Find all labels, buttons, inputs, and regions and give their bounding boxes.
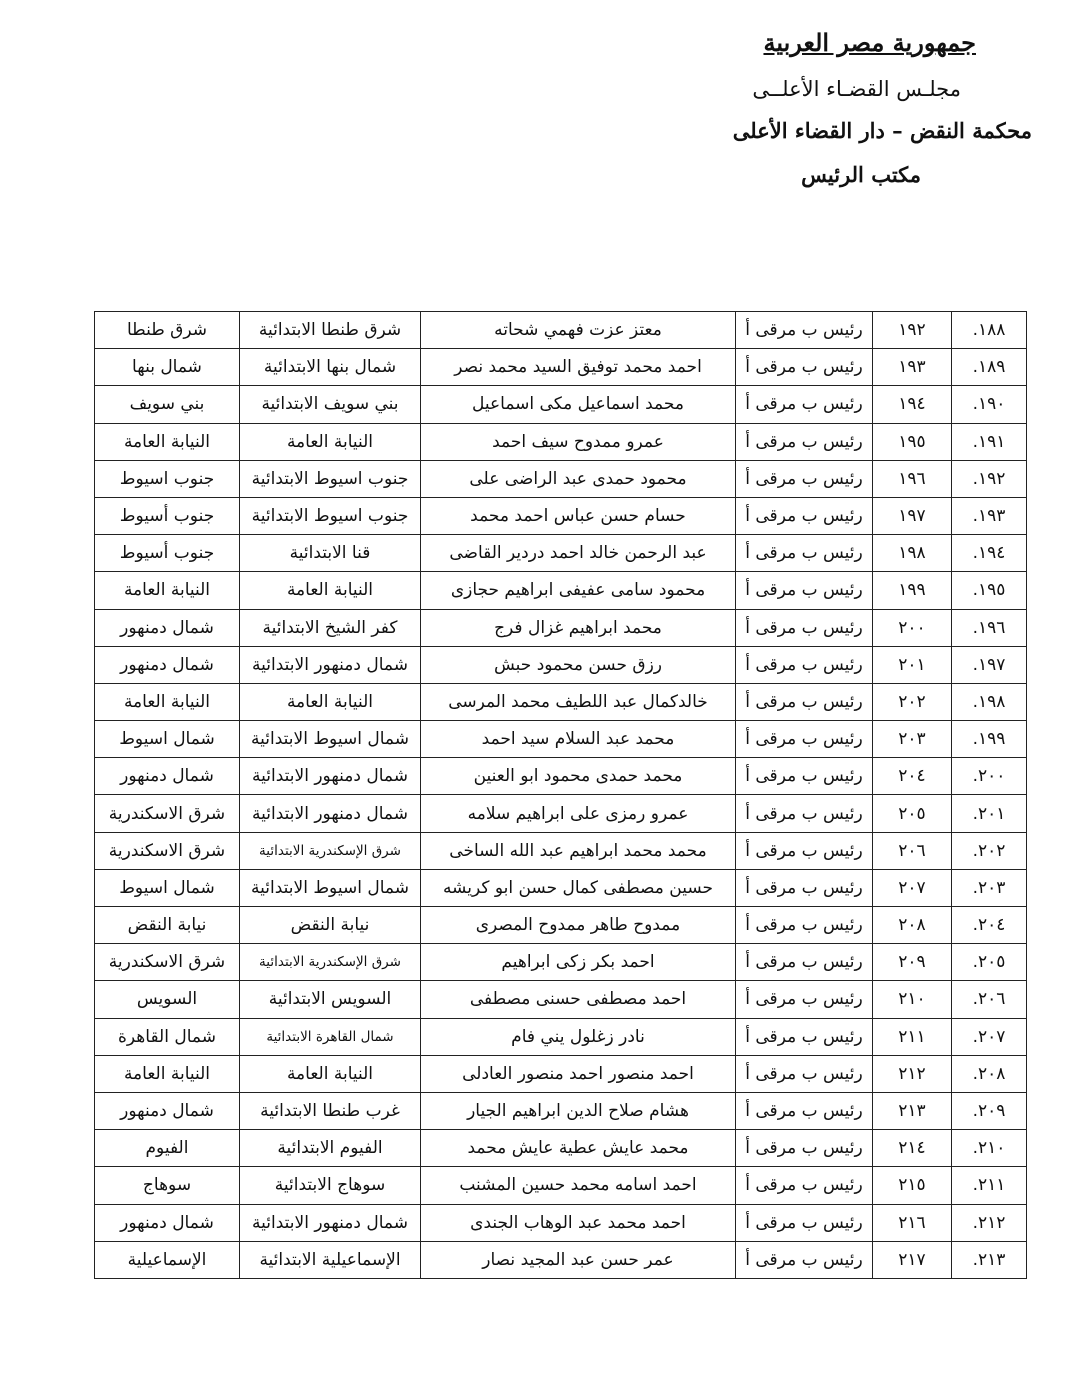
cell-grade: رئيس ب مرقى أ [736,795,873,832]
cell-region: شرق الاسكندرية [95,944,240,981]
cell-grade: رئيس ب مرقى أ [736,944,873,981]
table-row [95,721,1027,758]
cell-region: النيابة العامة [95,1055,240,1092]
table-row [95,1055,1027,1092]
cell-number: ٢١٠ [873,981,952,1018]
cell-sequence: ١٩٢. [952,460,1027,497]
cell-number: ١٩٥ [873,423,952,460]
cell-sequence: ٢٠١. [952,795,1027,832]
cell-grade: رئيس ب مرقى أ [736,907,873,944]
table-row [95,1241,1027,1278]
cell-court: شمال القاهرة الابتدائية [240,1018,421,1055]
cell-grade: رئيس ب مرقى أ [736,683,873,720]
table-row [95,460,1027,497]
cell-court: كفر الشيخ الابتدائية [240,609,421,646]
cell-court: غرب طنطا الابتدائية [240,1092,421,1129]
judges-table [94,311,1027,1279]
cell-grade: رئيس ب مرقى أ [736,497,873,534]
cell-sequence: ٢١٢. [952,1204,1027,1241]
table-row [95,869,1027,906]
cell-grade: رئيس ب مرقى أ [736,721,873,758]
cell-sequence: ٢٠٧. [952,1018,1027,1055]
table-row [95,609,1027,646]
cell-sequence: ٢١٣. [952,1241,1027,1278]
table-row [95,1130,1027,1167]
cell-court: شمال دمنهور الابتدائية [240,1204,421,1241]
cell-court: الإسماعيلية الابتدائية [240,1241,421,1278]
cell-number: ٢٠٦ [873,832,952,869]
cell-grade: رئيس ب مرقى أ [736,832,873,869]
cell-region: نيابة النقض [95,907,240,944]
table-row [95,497,1027,534]
table-row [95,832,1027,869]
cell-region: جنوب اسيوط [95,460,240,497]
cell-court: سوهاج الابتدائية [240,1167,421,1204]
cell-judge-name: محمود حمدى عبد الراضى على [421,460,736,497]
cell-region: شرق الاسكندرية [95,832,240,869]
cell-region: شمال القاهرة [95,1018,240,1055]
cell-judge-name: محمود سامى عفيفى ابراهيم حجازى [421,572,736,609]
cell-court: شمال بنها الابتدائية [240,349,421,386]
cell-region: شمال دمنهور [95,609,240,646]
cell-judge-name: حسين مصطفى كمال حسن ابو كريشه [421,869,736,906]
cell-grade: رئيس ب مرقى أ [736,386,873,423]
letterhead [596,28,1032,187]
cell-grade: رئيس ب مرقى أ [736,1055,873,1092]
cell-number: ٢٠٠ [873,609,952,646]
cell-court: نيابة النقض [240,907,421,944]
cell-court: جنوب اسيوط الابتدائية [240,460,421,497]
table-row [95,423,1027,460]
cell-judge-name: محمد اسماعيل مكى اسماعيل [421,386,736,423]
cell-region: جنوب أسيوط [95,535,240,572]
cell-number: ٢٠٢ [873,683,952,720]
cell-region: سوهاج [95,1167,240,1204]
cell-court: شمال اسيوط الابتدائية [240,721,421,758]
cell-grade: رئيس ب مرقى أ [736,609,873,646]
cell-grade: رئيس ب مرقى أ [736,535,873,572]
cell-number: ٢١٧ [873,1241,952,1278]
cell-judge-name: محمد حمدى محمود ابو العنين [421,758,736,795]
table-row [95,312,1027,349]
cell-sequence: ٢٠٢. [952,832,1027,869]
cell-sequence: ١٩١. [952,423,1027,460]
judges-table-body [95,312,1027,1279]
cell-court: شمال دمنهور الابتدائية [240,758,421,795]
cell-grade: رئيس ب مرقى أ [736,1241,873,1278]
cell-sequence: ١٨٨. [952,312,1027,349]
cell-region: شرق الاسكندرية [95,795,240,832]
cell-sequence: ١٩٠. [952,386,1027,423]
cell-number: ٢١٤ [873,1130,952,1167]
cell-judge-name: عمر حسن عبد المجيد نصار [421,1241,736,1278]
cell-sequence: ٢٠٠. [952,758,1027,795]
cell-court: النيابة العامة [240,423,421,460]
cell-judge-name: حسام حسن عباس احمد محمد [421,497,736,534]
cell-court: النيابة العامة [240,1055,421,1092]
cell-judge-name: هشام صلاح الدين ابراهيم الجيار [421,1092,736,1129]
letterhead-country: جمهورية مصر العربية [763,28,976,57]
table-row [95,1167,1027,1204]
cell-grade: رئيس ب مرقى أ [736,423,873,460]
cell-court: قنا الابتدائية [240,535,421,572]
table-row [95,572,1027,609]
cell-number: ١٩٩ [873,572,952,609]
cell-region: شمال دمنهور [95,758,240,795]
cell-region: النيابة العامة [95,423,240,460]
cell-judge-name: نادر زغلول يني فام [421,1018,736,1055]
cell-number: ٢٠٤ [873,758,952,795]
cell-sequence: ٢٠٤. [952,907,1027,944]
cell-judge-name: ممدوح طاهر ممدوح المصرى [421,907,736,944]
cell-court: النيابة العامة [240,572,421,609]
cell-sequence: ٢٠٨. [952,1055,1027,1092]
cell-judge-name: احمد مصطفى حسنى مصطفى [421,981,736,1018]
cell-judge-name: احمد محمد توفيق السيد محمد نصر [421,349,736,386]
cell-region: شمال دمنهور [95,1092,240,1129]
cell-number: ١٩٣ [873,349,952,386]
cell-sequence: ٢١٠. [952,1130,1027,1167]
cell-judge-name: خالدكمال عبد اللطيف محمد المرسى [421,683,736,720]
cell-sequence: ١٩٧. [952,646,1027,683]
cell-number: ٢١٥ [873,1167,952,1204]
cell-region: شمال دمنهور [95,646,240,683]
cell-judge-name: رزق حسن محمود حبش [421,646,736,683]
table-row [95,981,1027,1018]
cell-sequence: ٢٠٥. [952,944,1027,981]
cell-court: شمال اسيوط الابتدائية [240,869,421,906]
cell-grade: رئيس ب مرقى أ [736,758,873,795]
cell-grade: رئيس ب مرقى أ [736,646,873,683]
cell-sequence: ١٩٣. [952,497,1027,534]
cell-region: النيابة العامة [95,572,240,609]
cell-grade: رئيس ب مرقى أ [736,981,873,1018]
table-row [95,386,1027,423]
cell-number: ١٩٤ [873,386,952,423]
table-row [95,349,1027,386]
letterhead-court: محكمة النقض – دار القضاء الأعلى [732,118,1032,144]
cell-number: ٢٠٩ [873,944,952,981]
cell-court: النيابة العامة [240,683,421,720]
cell-grade: رئيس ب مرقى أ [736,312,873,349]
cell-sequence: ١٩٦. [952,609,1027,646]
cell-court: شمال دمنهور الابتدائية [240,795,421,832]
cell-judge-name: احمد بكر زكى ابراهيم [421,944,736,981]
cell-court: شرق الإسكندرية الابتدائية [240,944,421,981]
cell-number: ٢٠٣ [873,721,952,758]
cell-court: الفيوم الابتدائية [240,1130,421,1167]
table-row [95,1018,1027,1055]
cell-court: بني سويف الابتدائية [240,386,421,423]
cell-court: شمال دمنهور الابتدائية [240,646,421,683]
cell-judge-name: محمد عايش عطية عايش محمد [421,1130,736,1167]
cell-sequence: ٢٠٦. [952,981,1027,1018]
cell-number: ٢٠١ [873,646,952,683]
cell-region: النيابة العامة [95,683,240,720]
cell-region: شمال بنها [95,349,240,386]
cell-region: السويس [95,981,240,1018]
table-row [95,1204,1027,1241]
cell-judge-name: محمد عبد السلام سيد احمد [421,721,736,758]
cell-number: ٢١٣ [873,1092,952,1129]
cell-sequence: ٢٠٣. [952,869,1027,906]
cell-number: ١٩٦ [873,460,952,497]
cell-region: الفيوم [95,1130,240,1167]
cell-court: السويس الابتدائية [240,981,421,1018]
table-row [95,795,1027,832]
cell-judge-name: احمد اسامه محمد حسين المشنب [421,1167,736,1204]
cell-judge-name: محمد محمد ابراهيم عبد الله الساخى [421,832,736,869]
cell-sequence: ١٨٩. [952,349,1027,386]
cell-region: جنوب أسيوط [95,497,240,534]
cell-grade: رئيس ب مرقى أ [736,869,873,906]
cell-sequence: ١٩٨. [952,683,1027,720]
cell-number: ١٩٢ [873,312,952,349]
table-row [95,535,1027,572]
cell-grade: رئيس ب مرقى أ [736,1130,873,1167]
cell-court: شرق الإسكندرية الابتدائية [240,832,421,869]
table-row [95,944,1027,981]
cell-grade: رئيس ب مرقى أ [736,460,873,497]
table-row [95,683,1027,720]
cell-grade: رئيس ب مرقى أ [736,1092,873,1129]
cell-judge-name: عبد الرحمن خالد احمد دردير القاضى [421,535,736,572]
cell-judge-name: احمد محمد عبد الوهاب الجندى [421,1204,736,1241]
cell-grade: رئيس ب مرقى أ [736,349,873,386]
cell-grade: رئيس ب مرقى أ [736,572,873,609]
table-row [95,1092,1027,1129]
cell-number: ٢٠٥ [873,795,952,832]
cell-judge-name: احمد منصور احمد منصور العادلى [421,1055,736,1092]
cell-sequence: ١٩٤. [952,535,1027,572]
cell-region: بني سويف [95,386,240,423]
table-row [95,907,1027,944]
cell-grade: رئيس ب مرقى أ [736,1018,873,1055]
cell-number: ٢٠٧ [873,869,952,906]
cell-region: شمال اسيوط [95,869,240,906]
cell-region: شرق طنطا [95,312,240,349]
cell-number: ٢١١ [873,1018,952,1055]
cell-region: شمال دمنهور [95,1204,240,1241]
cell-region: شمال اسيوط [95,721,240,758]
letterhead-council: مجلـس القضـاء الأعلــى [752,77,961,102]
cell-court: جنوب اسيوط الابتدائية [240,497,421,534]
cell-number: ١٩٧ [873,497,952,534]
cell-judge-name: عمرو ممدوح سيف احمد [421,423,736,460]
cell-number: ٢٠٨ [873,907,952,944]
cell-number: ١٩٨ [873,535,952,572]
cell-sequence: ٢٠٩. [952,1092,1027,1129]
cell-grade: رئيس ب مرقى أ [736,1167,873,1204]
cell-judge-name: عمرو رمزى على ابراهيم سلامه [421,795,736,832]
cell-judge-name: محمد ابراهيم غزال فرج [421,609,736,646]
cell-region: الإسماعيلية [95,1241,240,1278]
cell-judge-name: معتز عزت فهمي شحاته [421,312,736,349]
table-row [95,758,1027,795]
cell-number: ٢١٢ [873,1055,952,1092]
cell-court: شرق طنطا الابتدائية [240,312,421,349]
letterhead-office: مكتب الرئيس [801,161,921,187]
cell-grade: رئيس ب مرقى أ [736,1204,873,1241]
table-row [95,646,1027,683]
cell-sequence: ٢١١. [952,1167,1027,1204]
cell-sequence: ١٩٩. [952,721,1027,758]
cell-sequence: ١٩٥. [952,572,1027,609]
cell-number: ٢١٦ [873,1204,952,1241]
